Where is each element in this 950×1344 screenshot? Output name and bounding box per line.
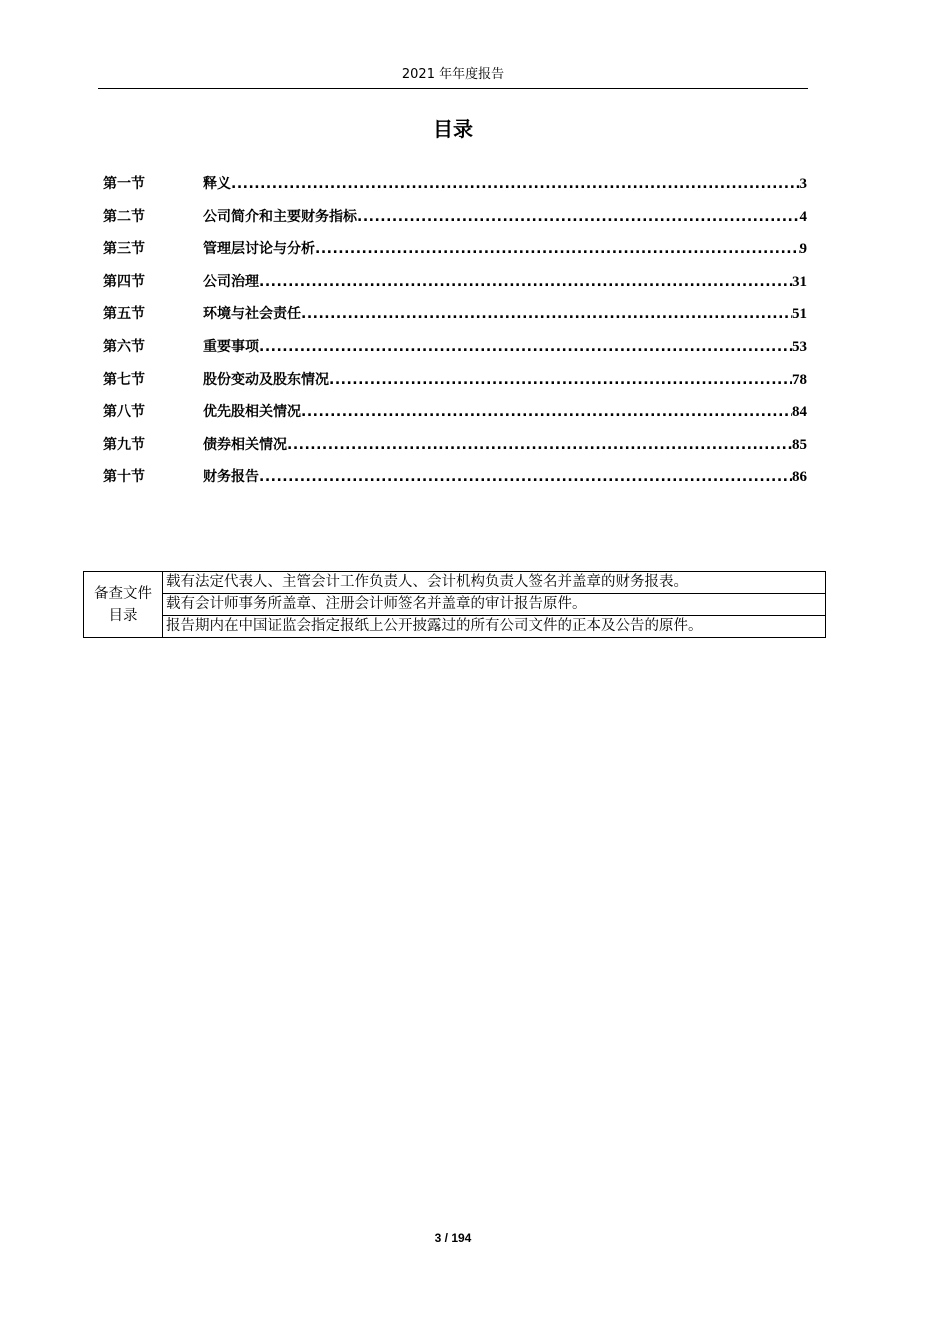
reference-document-item: 报告期内在中国证监会指定报纸上公开披露过的所有公司文件的正本及公告的原件。 — [163, 616, 826, 638]
header-divider — [98, 88, 808, 89]
toc-dot-leader — [231, 172, 800, 196]
running-header: 2021 年年度报告 — [401, 67, 505, 82]
toc-dot-leader — [301, 400, 792, 424]
toc-entry-5[interactable] — [103, 302, 807, 335]
toc-section-number: 第八节 — [103, 404, 145, 421]
page-number: 3 / 194 — [434, 1231, 472, 1245]
toc-entry-6[interactable] — [103, 335, 807, 368]
toc-section-number: 第十节 — [103, 469, 145, 486]
toc-page-number: 84 — [792, 404, 807, 421]
toc-section-name: 股份变动及股东情况 — [203, 371, 329, 388]
toc-page-number: 4 — [799, 208, 807, 225]
toc-section-number: 第一节 — [103, 176, 145, 192]
toc-dot-leader — [259, 465, 792, 489]
toc-section-name: 管理层讨论与分析 — [203, 241, 315, 258]
toc-dot-leader — [301, 302, 792, 326]
toc-section-name: 债券相关情况 — [203, 436, 287, 453]
toc-section-number: 第三节 — [103, 241, 145, 258]
toc-dot-leader — [259, 335, 792, 359]
table-row — [84, 616, 826, 638]
toc-section-name: 重要事项 — [203, 338, 259, 355]
toc-page-number: 9 — [799, 241, 807, 258]
toc-dot-leader — [329, 368, 792, 392]
toc-dot-leader — [357, 205, 800, 229]
toc-page-number: 51 — [792, 306, 807, 323]
toc-page-number: 53 — [792, 338, 807, 355]
table-row — [84, 572, 826, 594]
toc-section-name: 公司简介和主要财务指标 — [203, 208, 357, 225]
reference-document-item: 载有会计师事务所盖章、注册会计师签名并盖章的审计报告原件。 — [163, 594, 826, 616]
toc-section-name: 财务报告 — [203, 469, 259, 486]
toc-page-number: 78 — [792, 371, 807, 388]
toc-page-number: 31 — [792, 273, 807, 290]
toc-section-number: 第六节 — [103, 338, 145, 355]
toc-section-number: 第二节 — [103, 208, 145, 225]
table-row — [84, 594, 826, 616]
toc-page-number: 86 — [792, 469, 807, 486]
toc-section-name: 释义 — [203, 176, 231, 192]
toc-dot-leader — [315, 237, 800, 261]
toc-entry-2[interactable] — [103, 205, 807, 238]
toc-section-number: 第九节 — [103, 436, 145, 453]
toc-entry-8[interactable] — [103, 400, 807, 433]
reference-documents-table — [83, 571, 826, 638]
toc-entry-3[interactable] — [103, 237, 807, 270]
toc-entry-10[interactable] — [103, 465, 807, 498]
toc-dot-leader — [259, 270, 792, 294]
toc-entry-4[interactable] — [103, 270, 807, 303]
table-of-contents — [103, 172, 807, 498]
page-title: 目录 — [433, 117, 473, 141]
toc-entry-1[interactable] — [103, 172, 807, 205]
reference-documents-label: 备查文件 目录 — [84, 572, 163, 638]
toc-page-number: 85 — [792, 436, 807, 453]
toc-page-number: 3 — [799, 176, 807, 192]
reference-document-item: 载有法定代表人、主管会计工作负责人、会计机构负责人签名并盖章的财务报表。 — [163, 572, 826, 594]
toc-section-name: 公司治理 — [203, 273, 259, 290]
toc-entry-9[interactable] — [103, 433, 807, 466]
toc-section-name: 环境与社会责任 — [203, 306, 301, 323]
toc-section-name: 优先股相关情况 — [203, 404, 301, 421]
toc-entry-7[interactable] — [103, 368, 807, 401]
toc-section-number: 第五节 — [103, 306, 145, 323]
toc-dot-leader — [287, 433, 792, 457]
toc-section-number: 第七节 — [103, 371, 145, 388]
toc-section-number: 第四节 — [103, 273, 145, 290]
